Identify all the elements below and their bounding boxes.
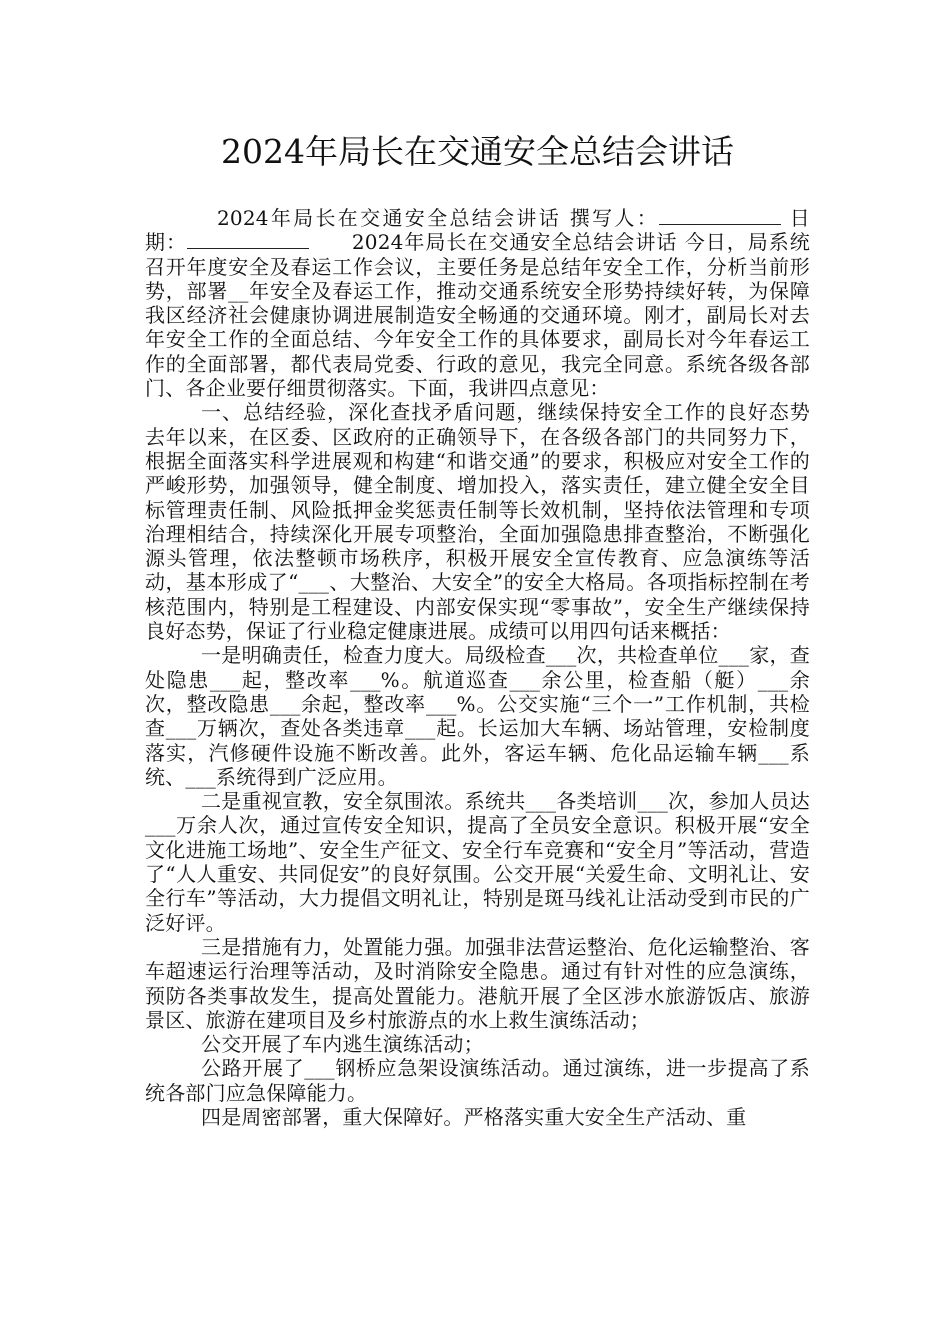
paragraph: 公交开展了车内逃生演练活动；: [201, 1032, 484, 1057]
paragraph-0: 今日，局系统召开年度安全及春运工作会议，主要任务是总结年安全工作，分析当前形势，部署__年安全及春运工作，推动交通系统安全形势持续好转，为保障我区经济社会健康协调进展制造安全畅通的交通环境。刚才，副局长对去年安全工作的全面总结、今年安全工作的具体要求，副局长对今年春运工作的全面部署，都代表局党委、行政的意见，我完全同意。系统各级各部门、各企业要仔细贯彻落实。下面，我讲四点意见：: [145, 230, 811, 401]
header-title-repeat-2: 2024年局长在交通安全总结会讲话: [351, 230, 678, 255]
author-blank: [659, 206, 781, 225]
paragraph: 三是措施有力，处置能力强。加强非法营运整治、危化运输整治、客车超速运行治理等活动，及时消除安全隐患。通过有针对性的应急演练，预防各类事故发生，提高处置能力。港航开展了全区涉水旅游饭店、旅游景区、旅游在建项目及乡村旅游点的水上救生演练活动；: [145, 934, 810, 1032]
header-title-repeat: 2024年局长在交通安全总结会讲话: [217, 206, 562, 230]
date-blank: [187, 230, 309, 249]
date-label: 日 期：: [145, 206, 831, 255]
paragraph: 二是重视宣教，安全氛围浓。系统共___各类培训___次，参加人员达___万余人次，通过宣传安全知识，提高了全员安全意识。积极开展“安全文化进施工场地”、安全生产征文、安全行车竞赛和“安全月”等活动，营造了“人人重安、共同促安”的良好氛围。公交开展“关爱生命、文明礼让、安全行车”等活动，大力提倡文明礼让，特别是斑马线礼让活动受到市民的广泛好评。: [145, 789, 810, 935]
paragraph: 公路开展了___钢桥应急架设演练活动。通过演练，进一步提高了系统各部门应急保障能力。: [145, 1056, 810, 1105]
document-title: 2024年局长在交通安全总结会讲话: [221, 132, 734, 171]
paragraph: 一、总结经验，深化查找矛盾问题，继续保持安全工作的良好态势 去年以来，在区委、区政府的正确领导下，在各级各部门的共同努力下，根据全面落实科学进展观和构建“和谐交通”的要求，积极应对安全工作的严峻形势，加强领导，健全制度、增加投入，落实责任，建立健全安全目标管理责任制、风险抵押金奖惩责任制等长效机制，坚持依法管理和专项治理相结合，持续深化开展专项整治，全面加强隐患排查整治，不断强化源头管理，依法整顿市场秩序，积极开展安全宣传教育、应急演练等活动，基本形成了“___、大整治、大安全”的安全大格局。各项指标控制在考核范围内，特别是工程建设、内部安保实现“零事故”，安全生产继续保持良好态势，保证了行业稳定健康进展。成绩可以用四句话来概括：: [145, 400, 810, 644]
paragraph: 一是明确责任，检查力度大。局级检查___次，共检查单位___家，查处隐患___起，整改率___%。航道巡查___余公里，检查船（艇）___余次，整改隐患___余起，整改率___%。公交实施“三个一”工作机制，共检查___万辆次，查处各类违章___起。长运加大车辆、场站管理，安检制度落实，汽修硬件设施不断改善。此外，客运车辆、危化品运输车辆___系统、___系统得到广泛应用。: [145, 643, 810, 789]
author-label: 撰写人：: [569, 206, 660, 230]
paragraph: 四是周密部署，重大保障好。严格落实重大安全生产活动、重: [201, 1104, 747, 1129]
intro-paragraph: [145, 206, 831, 401]
